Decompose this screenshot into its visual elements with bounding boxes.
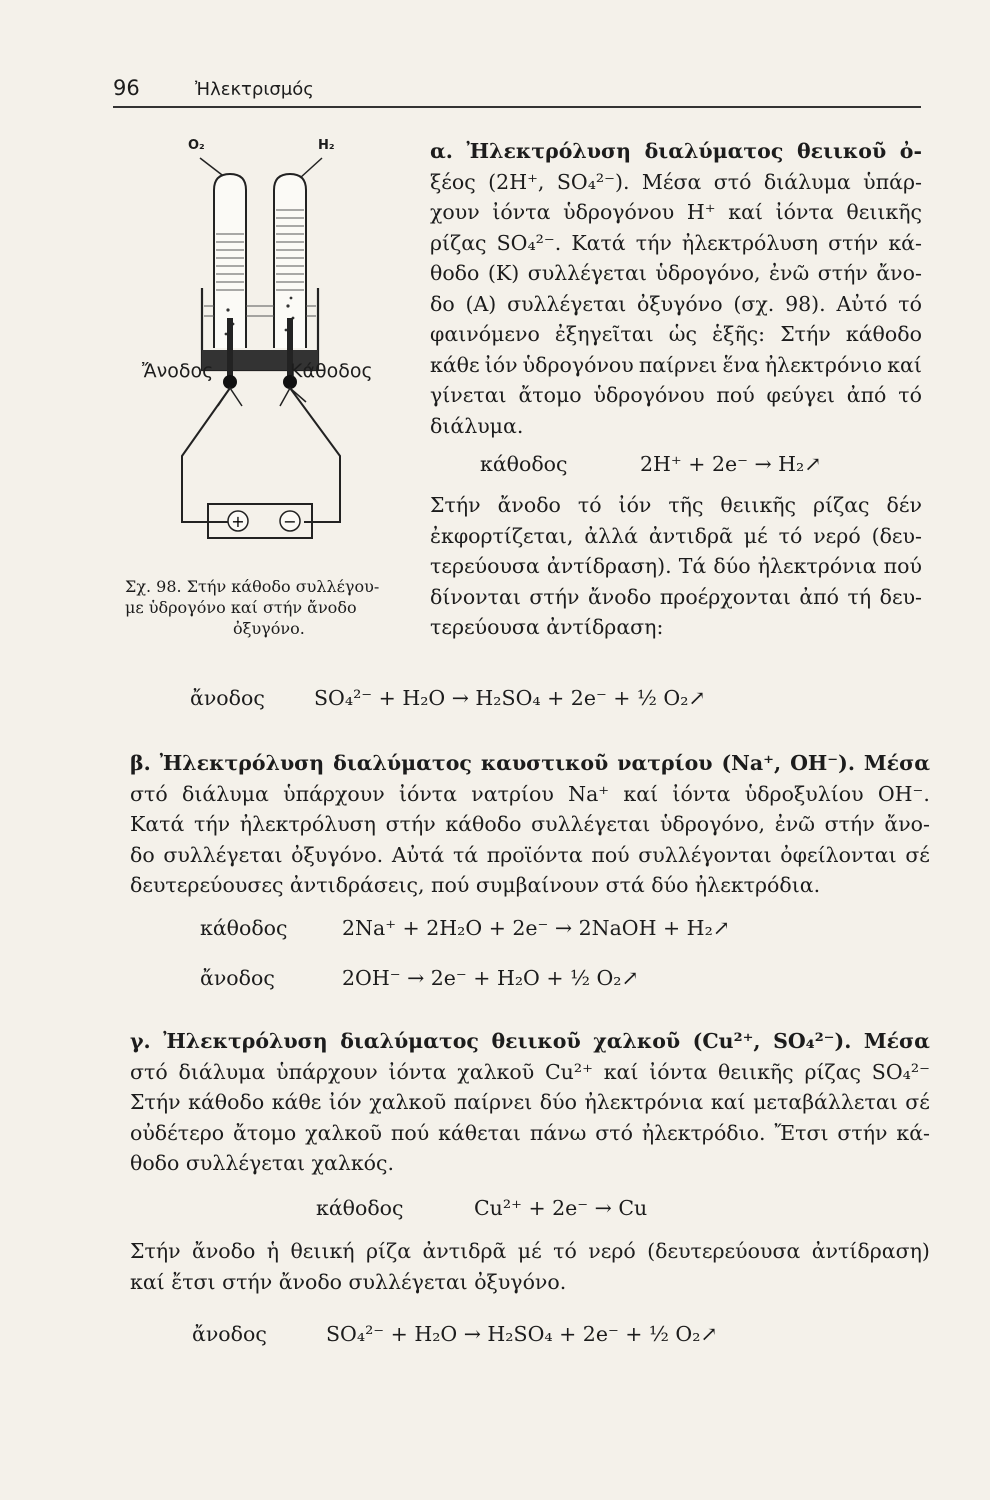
text-line: Κατά τήν ἠλεκτρόλυση στήν κάθοδο συλλέγεται ὑδρογόνο, ἐνῶ στήν ἄνο- xyxy=(130,812,930,836)
equation-label: ἄνοδος xyxy=(190,686,265,710)
text-line: δίνονται στήν ἄνοδο προέρχονται ἀπό τή δευ- xyxy=(430,584,922,609)
text-line: θοδο (Κ) συλλέγεται ὑδρογόνο, ἐνῶ στήν ἄνο- xyxy=(430,261,922,285)
section-a-text-2 xyxy=(430,490,922,643)
chapter-title: Ἠλεκτρισμός xyxy=(195,79,314,100)
text-line: δευτερεύουσες ἀντιδράσεις, πού συμβαίνουν στά δύο ἠλεκτρόδια. xyxy=(130,873,821,897)
equation-label: κάθοδος xyxy=(480,452,568,476)
equation-formula: SO₄²⁻ + H₂O → H₂SO₄ + 2e⁻ + ½ O₂↗ xyxy=(314,686,706,710)
text-line: καί ἔτσι στήν ἄνοδο συλλέγεται ὀξυγόνο. xyxy=(130,1269,567,1294)
equation-label: ἄνοδος xyxy=(200,966,275,990)
plus-sign: + xyxy=(231,512,245,531)
text-line: ἐκφορτίζεται, ἀλλά ἀντιδρᾶ μέ τό νερό (δευ- xyxy=(430,523,922,548)
section-a-title: α. Ἠλεκτρόλυση διαλύματος θειικοῦ ὀ- xyxy=(430,139,922,163)
caption-line: με ὑδρογόνο καί στήν ἄνοδο xyxy=(125,598,357,617)
text-line: τερεύουσα ἀντίδραση). Τά δύο ἠλεκτρόνια πού xyxy=(430,554,922,578)
anode-wire xyxy=(182,388,230,522)
equation-formula: 2H⁺ + 2e⁻ → H₂↗ xyxy=(640,452,822,476)
anode-electrode xyxy=(227,318,233,380)
equation-label: κάθοδος xyxy=(200,916,288,940)
cathode-wire xyxy=(290,388,340,522)
cathode-label: Κάθοδος xyxy=(290,360,373,382)
page-number: 96 xyxy=(113,76,140,100)
text-line: Στήν ἄνοδο ἡ θειική ρίζα ἀντιδρᾶ μέ τό νερό (δευτερεύουσα ἀντίδραση) xyxy=(130,1239,930,1263)
text-line: Στήν κάθοδο κάθε ἰόν χαλκοῦ παίρνει δύο ἠλεκτρόνια καί μεταβάλλεται σέ xyxy=(130,1090,930,1114)
text-line: χουν ἰόντα ὑδρογόνου H⁺ καί ἰόντα θειικῆς xyxy=(430,200,922,224)
text-line: διάλυμα. xyxy=(430,413,524,438)
text-line: γίνεται ἄτομο ὑδρογόνου πού φεύγει ἀπό τό xyxy=(430,383,922,407)
electrolysis-apparatus-diagram xyxy=(140,138,380,548)
minus-sign: − xyxy=(283,512,297,531)
text-line: οὐδέτερο ἄτομο χαλκοῦ πού κάθεται πάνω στό ἠλεκτρόδιο. Ἔτσι στήν κά- xyxy=(130,1120,930,1145)
section-c-text xyxy=(130,1026,930,1179)
figure-caption xyxy=(125,576,425,639)
text-line: Στήν ἄνοδο τό ἰόν τῆς θειικῆς ρίζας δέν xyxy=(430,493,922,517)
h2-label: H₂ xyxy=(318,138,335,153)
equation-label: κάθοδος xyxy=(316,1196,404,1220)
section-a-text xyxy=(430,136,922,441)
o2-label: O₂ xyxy=(188,138,205,153)
section-c-title-line: γ. Ἠλεκτρόλυση διαλύματος θειικοῦ χαλκοῦ (Cu²⁺, SO₄²⁻). Μέσα xyxy=(130,1029,930,1053)
equation-formula: SO₄²⁻ + H₂O → H₂SO₄ + 2e⁻ + ½ O₂↗ xyxy=(326,1322,718,1346)
text-line: θοδο συλλέγεται χαλκός. xyxy=(130,1151,394,1175)
text-line: δο συλλέγεται ὀξυγόνο. Αὐτά τά προϊόντα πού συλλέγονται ὀφείλονται σέ xyxy=(130,842,930,867)
page-header xyxy=(113,76,921,108)
text-line: κάθε ἰόν ὑδρογόνου παίρνει ἕνα ἠλεκτρόνιο καί xyxy=(430,352,922,377)
h2-outlet-line xyxy=(300,158,322,178)
electrolysis-figure xyxy=(140,138,380,548)
section-c-text-2 xyxy=(130,1236,930,1297)
anode-label: Ἄνοδος xyxy=(142,360,214,382)
text-line: στό διάλυμα ὑπάρχουν ἰόντα χαλκοῦ Cu²⁺ καί ἰόντα θειικῆς ρίζας SO₄²⁻ xyxy=(130,1059,930,1084)
text-line: φαινόμενο ἐξηγεῖται ὡς ἑξῆς: Στήν κάθοδο xyxy=(430,322,922,346)
equation-label: ἄνοδος xyxy=(192,1322,267,1346)
section-b-title-line: β. Ἠλεκτρόλυση διαλύματος καυστικοῦ νατρίου (Na⁺, OH⁻). Μέσα xyxy=(130,751,930,775)
text-line: στό διάλυμα ὑπάρχουν ἰόντα νατρίου Na⁺ καί ἰόντα ὑδροξυλίου OH⁻. xyxy=(130,781,930,806)
text-line: δο (Α) συλλέγεται ὀξυγόνο (σχ. 98). Αὐτό τό xyxy=(430,291,922,316)
equation-formula: 2Na⁺ + 2H₂O + 2e⁻ → 2NaOH + H₂↗ xyxy=(342,916,730,940)
caption-line: ὀξυγόνο. xyxy=(233,619,305,638)
caption-line: Σχ. 98. Στήν κάθοδο συλλέγου- xyxy=(125,577,380,596)
text-line: τερεύουσα ἀντίδραση: xyxy=(430,615,664,639)
equation-formula: 2OH⁻ → 2e⁻ + H₂O + ½ O₂↗ xyxy=(342,966,639,990)
section-b-text xyxy=(130,748,930,901)
text-line: ρίζας SO₄²⁻. Κατά τήν ἠλεκτρόλυση στήν κά- xyxy=(430,230,922,255)
text-line: ξέος (2H⁺, SO₄²⁻). Μέσα στό διάλυμα ὑπάρ- xyxy=(430,169,922,194)
equation-formula: Cu²⁺ + 2e⁻ → Cu xyxy=(474,1196,648,1220)
